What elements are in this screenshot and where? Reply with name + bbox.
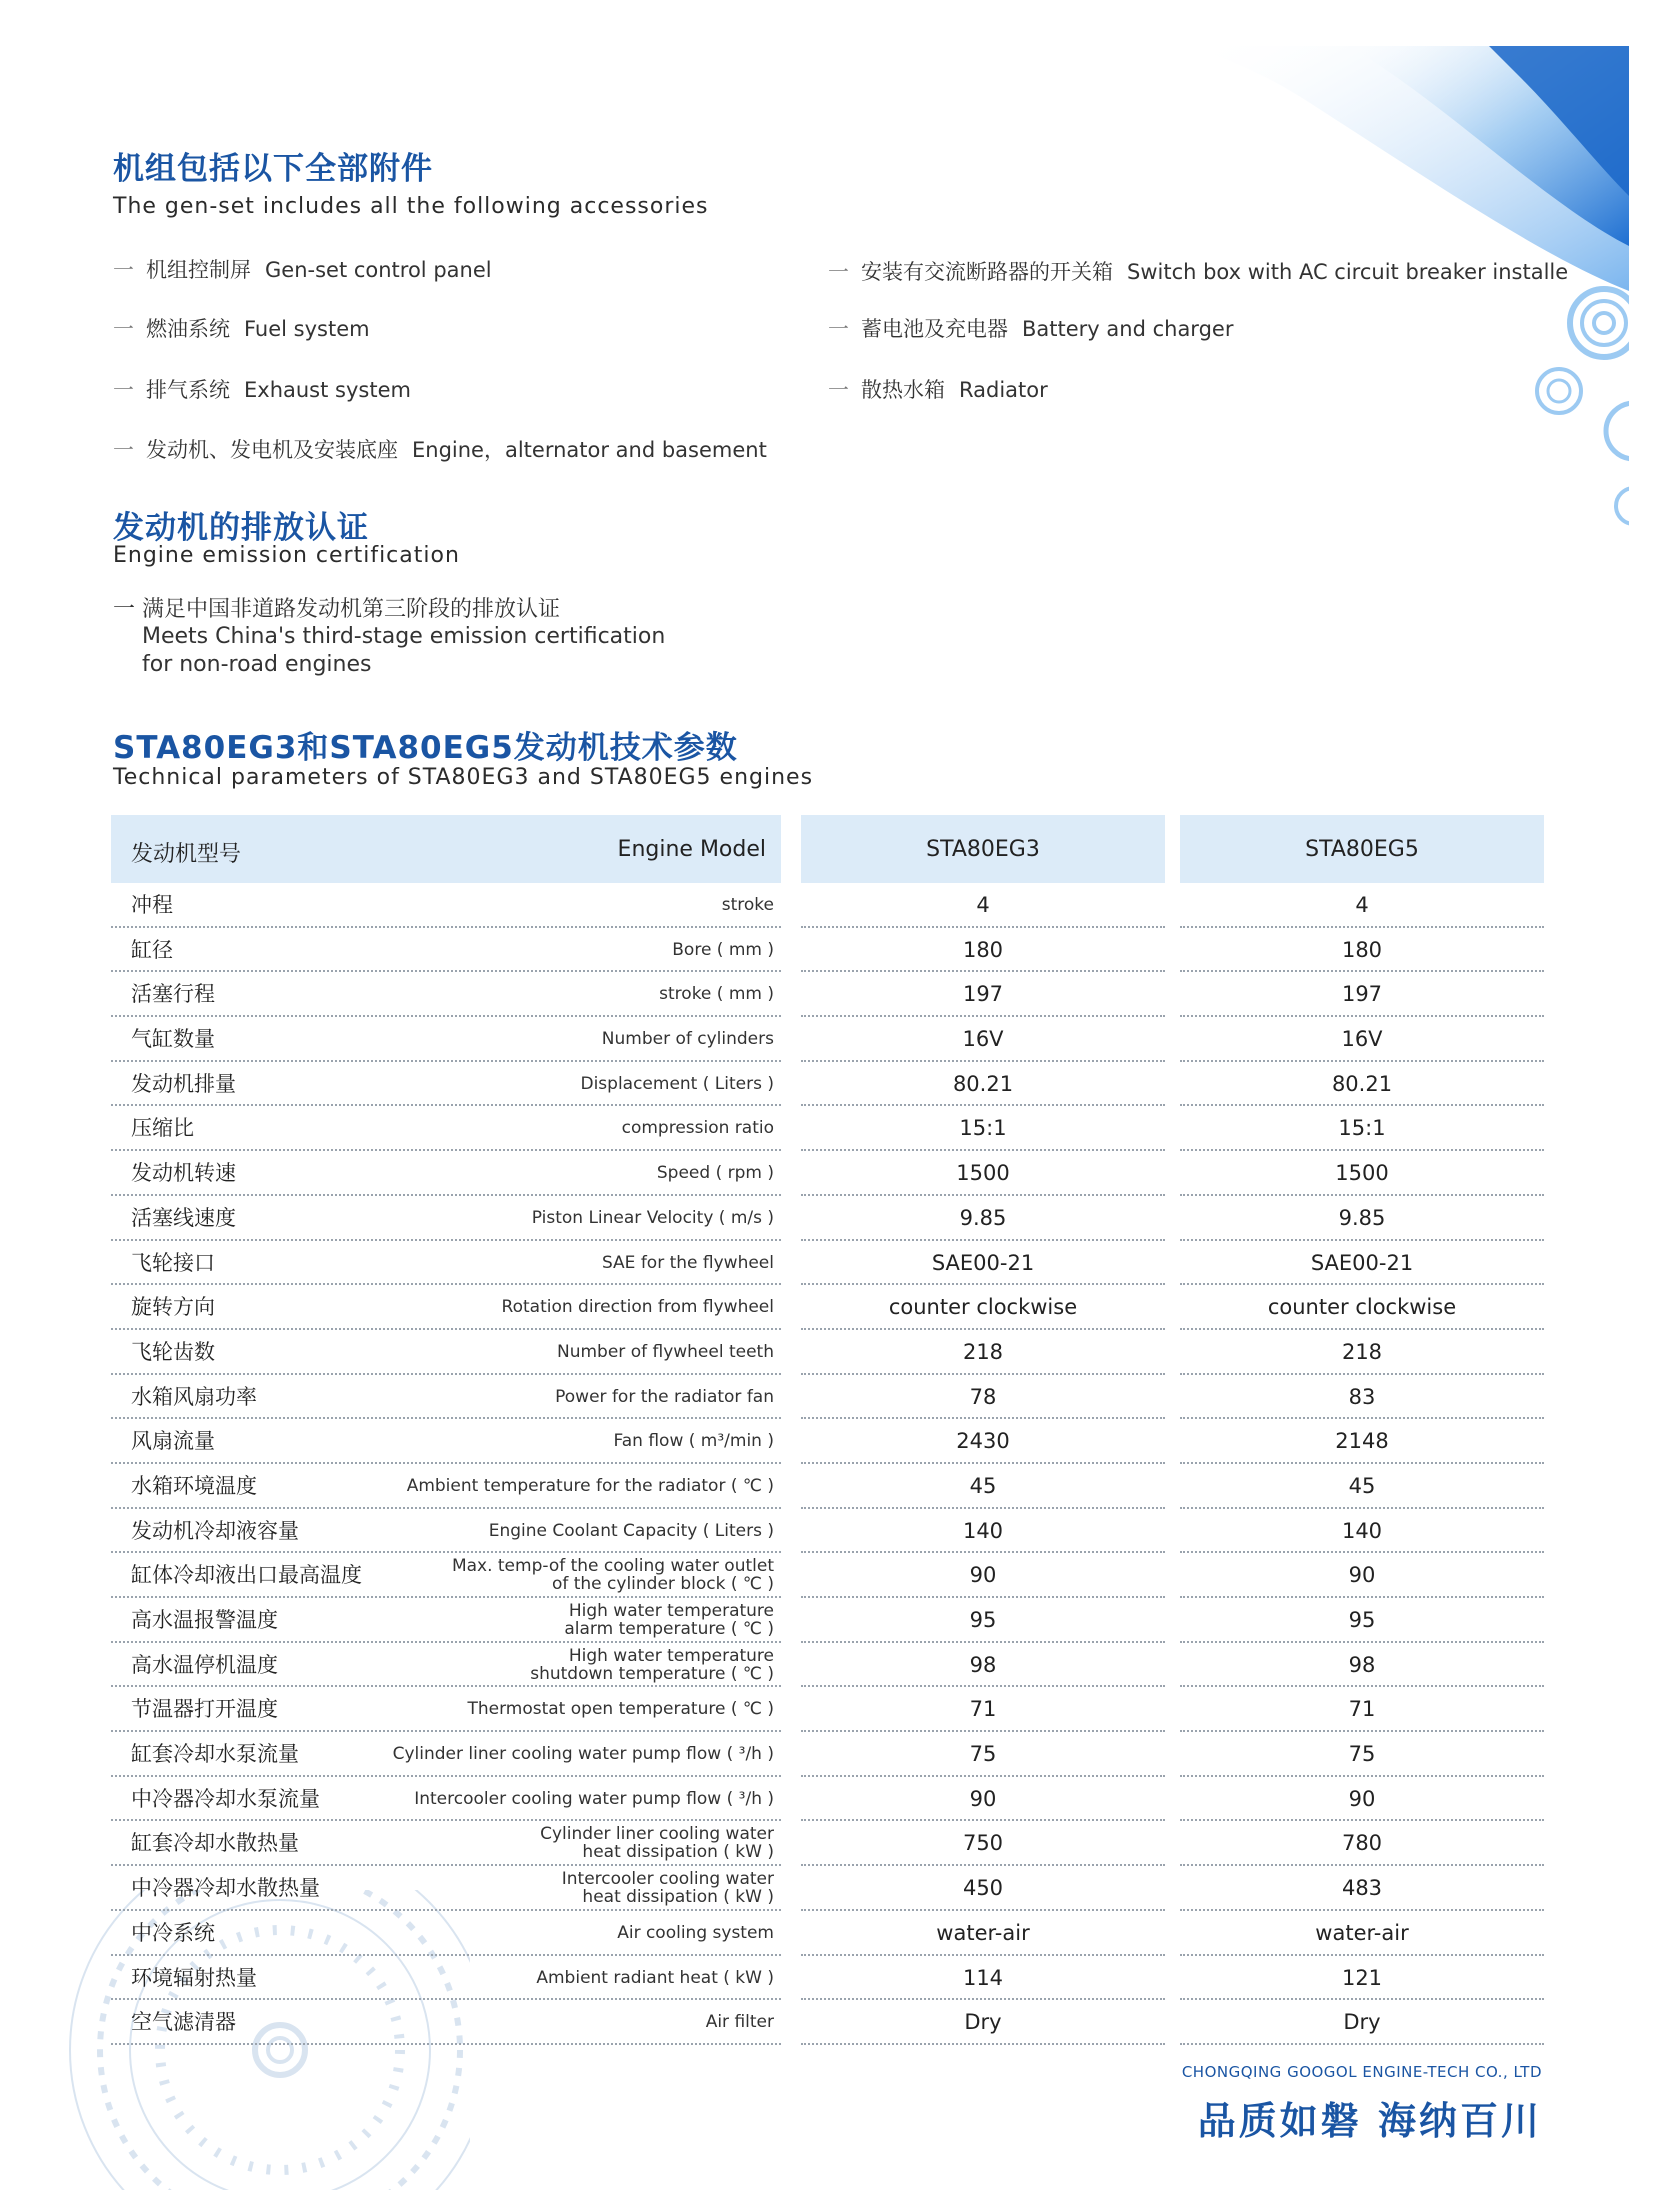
table-row: [111, 1017, 1544, 1062]
param-name-cn: 飞轮接口: [131, 1250, 215, 1275]
param-value-sta80eg3: 78: [969, 1384, 997, 1409]
param-value-sta80eg5: 90: [1348, 1563, 1376, 1588]
param-value-sta80eg3: 16V: [962, 1027, 1004, 1052]
param-value-sta80eg3: counter clockwise: [888, 1295, 1078, 1320]
dash-bullet: 一: [113, 378, 134, 402]
param-value-sta80eg3: 80.21: [952, 1071, 1014, 1096]
emission-title-en: Engine emission certification: [113, 543, 460, 568]
param-name-en: Ambient radiant heat ( kW ): [536, 1967, 774, 1988]
param-name-en: Intercooler cooling water pump flow ( ³/h ): [414, 1788, 774, 1809]
param-value-sta80eg3: Dry: [964, 2010, 1002, 2035]
table-row: [111, 1241, 1544, 1286]
param-name-en: Fan flow ( m³/min ): [613, 1431, 774, 1452]
param-value-sta80eg3: 140: [962, 1518, 1004, 1543]
header-label-en: Engine Model: [617, 837, 766, 862]
param-name-cn: 气缸数量: [131, 1027, 215, 1052]
param-value-sta80eg3: 71: [969, 1697, 997, 1722]
param-name-cn: 中冷器冷却水泵流量: [131, 1786, 320, 1811]
param-value-sta80eg5: counter clockwise: [1267, 1295, 1457, 1320]
param-name-cn: 发动机排量: [131, 1071, 236, 1096]
param-name-cn: 飞轮齿数: [131, 1339, 215, 1364]
param-value-sta80eg3: 95: [969, 1608, 997, 1632]
param-value-sta80eg3: 15:1: [959, 1116, 1007, 1141]
accessory-item: 一 排气系统 Exhaust system: [113, 378, 411, 402]
param-value-sta80eg3: 1500: [956, 1161, 1010, 1186]
param-name-cn: 风扇流量: [131, 1429, 215, 1454]
table-row: [111, 1196, 1544, 1241]
param-value-sta80eg3: 98: [969, 1652, 997, 1677]
param-value-sta80eg3: 75: [969, 1742, 997, 1767]
param-name-en: stroke ( mm ): [659, 984, 774, 1005]
table-row: [111, 1553, 1544, 1598]
param-value-sta80eg3: 197: [962, 982, 1004, 1007]
param-value-sta80eg5: 121: [1341, 1965, 1383, 1990]
param-name-en: Speed ( rpm ): [656, 1163, 774, 1184]
company-name: CHONGQING GOOGOL ENGINE-TECH CO., LTD: [1181, 2063, 1542, 2081]
param-name-en: SAE for the flywheel: [601, 1252, 774, 1273]
param-value-sta80eg3: 750: [962, 1831, 1004, 1856]
param-name-cn: 节温器打开温度: [131, 1697, 278, 1722]
param-name-en: Air cooling system: [617, 1922, 774, 1943]
table-row: [111, 972, 1544, 1017]
table-row: [111, 1956, 1544, 2001]
accessories-title-en: The gen-set includes all the following accessories: [113, 194, 709, 219]
param-name-en: stroke: [721, 895, 774, 915]
param-value-sta80eg5: 483: [1341, 1876, 1383, 1901]
dash-bullet: 一: [828, 378, 849, 402]
table-row: [111, 1464, 1544, 1509]
table-row: [111, 1598, 1544, 1643]
table-row: [111, 1866, 1544, 1911]
table-row: [111, 1643, 1544, 1688]
accessory-item: 一 机组控制屏 Gen-set control panel: [113, 258, 492, 282]
param-value-sta80eg3: 450: [962, 1876, 1004, 1901]
param-name-cn: 旋转方向: [131, 1295, 215, 1320]
slogan: 品质如磐 海纳百川: [1197, 2099, 1542, 2143]
param-value-sta80eg5: 218: [1341, 1339, 1383, 1364]
table-row: [111, 1777, 1544, 1822]
param-name-cn: 缸径: [131, 937, 173, 962]
param-name-cn: 缸体冷却液出口最高温度: [131, 1563, 362, 1588]
param-name-en: Cylinder liner cooling water heat dissipation ( kW ): [540, 1824, 774, 1863]
param-value-sta80eg5: 15:1: [1338, 1116, 1386, 1141]
param-name-cn: 缸套冷却水散热量: [131, 1831, 299, 1856]
param-name-en: Air filter: [705, 2012, 774, 2033]
table-row: [111, 1151, 1544, 1196]
table-body: [111, 883, 1544, 2045]
param-name-en: Ambient temperature for the radiator ( ℃ ): [406, 1475, 774, 1496]
param-value-sta80eg5: 90: [1348, 1786, 1376, 1811]
param-value-sta80eg5: Dry: [1343, 2010, 1381, 2035]
param-name-en: Displacement ( Liters ): [580, 1073, 774, 1094]
param-value-sta80eg5: 197: [1341, 982, 1383, 1007]
accessories-title-cn: 机组包括以下全部附件: [113, 151, 433, 187]
table-row: [111, 1821, 1544, 1866]
dash-bullet: 一: [113, 258, 134, 282]
table-row: [111, 928, 1544, 973]
param-value-sta80eg5: 9.85: [1338, 1205, 1386, 1230]
param-value-sta80eg5: 140: [1341, 1518, 1383, 1543]
param-name-cn: 高水温报警温度: [131, 1608, 278, 1632]
accessory-item: 一 散热水箱 Radiator: [828, 378, 1048, 402]
param-value-sta80eg3: 180: [962, 937, 1004, 962]
param-value-sta80eg3: water-air: [936, 1920, 1030, 1945]
header-label-cn: 发动机型号: [131, 842, 242, 867]
param-name-cn: 环境辐射热量: [131, 1965, 257, 1990]
table-row: [111, 1285, 1544, 1330]
emission-line-en-2: for non-road engines: [142, 652, 372, 677]
header-model-1: STA80EG3: [926, 837, 1040, 862]
param-value-sta80eg5: 16V: [1341, 1027, 1383, 1052]
header-model-2: STA80EG5: [1305, 837, 1419, 862]
param-value-sta80eg5: 1500: [1335, 1161, 1389, 1186]
param-name-en: Rotation direction from flywheel: [501, 1297, 774, 1318]
param-name-en: Intercooler cooling water heat dissipation ( kW ): [561, 1869, 774, 1908]
param-name-en: Bore ( mm ): [672, 939, 774, 960]
param-value-sta80eg5: 98: [1348, 1652, 1376, 1677]
param-name-en: Power for the radiator fan: [555, 1386, 774, 1407]
row-divider: [801, 2043, 1165, 2045]
table-row: [111, 1911, 1544, 1956]
table-row: [111, 1509, 1544, 1554]
param-name-en: Max. temp-of the cooling water outlet of the cylinder block ( ℃ ): [451, 1556, 774, 1595]
row-divider: [1180, 2043, 1544, 2045]
table-row: [111, 1330, 1544, 1375]
param-name-cn: 发动机转速: [131, 1161, 236, 1186]
param-value-sta80eg5: 4: [1355, 893, 1369, 917]
param-value-sta80eg3: 114: [962, 1965, 1004, 1990]
params-title-cn: STA80EG3和STA80EG5发动机技术参数: [113, 730, 738, 766]
emission-line-en-1: Meets China's third-stage emission certification: [142, 624, 666, 649]
table-row: [111, 2000, 1544, 2045]
param-value-sta80eg5: 2148: [1335, 1429, 1389, 1454]
param-value-sta80eg5: 75: [1348, 1742, 1376, 1767]
param-name-cn: 中冷器冷却水散热量: [131, 1876, 320, 1901]
table-row: [111, 1687, 1544, 1732]
param-name-en: Cylinder liner cooling water pump flow ( ³/h ): [392, 1744, 774, 1765]
param-name-cn: 中冷系统: [131, 1920, 215, 1945]
emission-title-cn: 发动机的排放认证: [113, 510, 369, 546]
dash-bullet: 一: [113, 438, 134, 462]
table-header: [111, 815, 1544, 883]
param-value-sta80eg5: 180: [1341, 937, 1383, 962]
param-name-cn: 水箱环境温度: [131, 1473, 257, 1498]
param-value-sta80eg5: 83: [1348, 1384, 1376, 1409]
param-name-en: High water temperature shutdown temperature ( ℃ ): [530, 1645, 774, 1684]
emission-line-cn: 一 满足中国非道路发动机第三阶段的排放认证: [113, 597, 560, 622]
param-name-cn: 水箱风扇功率: [131, 1384, 257, 1409]
param-value-sta80eg3: 45: [969, 1473, 997, 1498]
param-name-cn: 发动机冷却液容量: [131, 1518, 299, 1543]
table-row: [111, 883, 1544, 928]
table-row: [111, 1375, 1544, 1420]
param-value-sta80eg3: 9.85: [959, 1205, 1007, 1230]
param-name-cn: 空气滤清器: [131, 2010, 236, 2035]
param-name-en: High water temperature alarm temperature ( ℃ ): [564, 1601, 774, 1639]
param-name-cn: 压缩比: [131, 1116, 194, 1141]
param-name-cn: 活塞行程: [131, 982, 215, 1007]
param-name-cn: 活塞线速度: [131, 1205, 236, 1230]
param-name-en: Number of cylinders: [601, 1029, 774, 1050]
decorative-wave-graphic: [1109, 46, 1629, 526]
dash-bullet: 一: [113, 317, 134, 341]
row-divider: [111, 2043, 781, 2045]
param-value-sta80eg3: 4: [976, 893, 990, 917]
param-name-en: compression ratio: [621, 1118, 774, 1139]
param-value-sta80eg3: 90: [969, 1563, 997, 1588]
param-value-sta80eg5: 45: [1348, 1473, 1376, 1498]
param-value-sta80eg5: water-air: [1315, 1920, 1409, 1945]
param-name-cn: 高水温停机温度: [131, 1652, 278, 1677]
param-name-cn: 缸套冷却水泵流量: [131, 1742, 299, 1767]
param-name-en: Engine Coolant Capacity ( Liters ): [488, 1520, 774, 1541]
param-name-en: Piston Linear Velocity ( m/s ): [531, 1207, 774, 1228]
param-value-sta80eg5: 780: [1341, 1831, 1383, 1856]
table-row: [111, 1732, 1544, 1777]
params-title-en: Technical parameters of STA80EG3 and STA80EG5 engines: [113, 765, 814, 790]
param-value-sta80eg5: 80.21: [1331, 1071, 1393, 1096]
table-row: [111, 1419, 1544, 1464]
param-value-sta80eg3: 2430: [956, 1429, 1010, 1454]
param-value-sta80eg3: SAE00-21: [931, 1250, 1035, 1275]
param-value-sta80eg3: 90: [969, 1786, 997, 1811]
table-row: [111, 1106, 1544, 1151]
param-value-sta80eg5: 71: [1348, 1697, 1376, 1722]
param-value-sta80eg5: SAE00-21: [1310, 1250, 1414, 1275]
accessory-item: 一 安装有交流断路器的开关箱 Switch box with AC circuit breaker installe: [828, 260, 1569, 284]
accessory-item: 一 燃油系统 Fuel system: [113, 317, 370, 341]
dash-bullet: 一: [828, 260, 849, 284]
accessory-item: 一 蓄电池及充电器 Battery and charger: [828, 317, 1234, 341]
param-value-sta80eg3: 218: [962, 1339, 1004, 1364]
param-name-cn: 冲程: [131, 893, 173, 917]
accessory-item: 一 发动机、发电机及安装底座 Engine，alternator and basement: [113, 438, 767, 462]
param-value-sta80eg5: 95: [1348, 1608, 1376, 1632]
param-name-en: Number of flywheel teeth: [557, 1341, 774, 1362]
param-name-en: Thermostat open temperature ( ℃ ): [467, 1699, 774, 1720]
dash-bullet: 一: [828, 317, 849, 341]
table-row: [111, 1062, 1544, 1107]
